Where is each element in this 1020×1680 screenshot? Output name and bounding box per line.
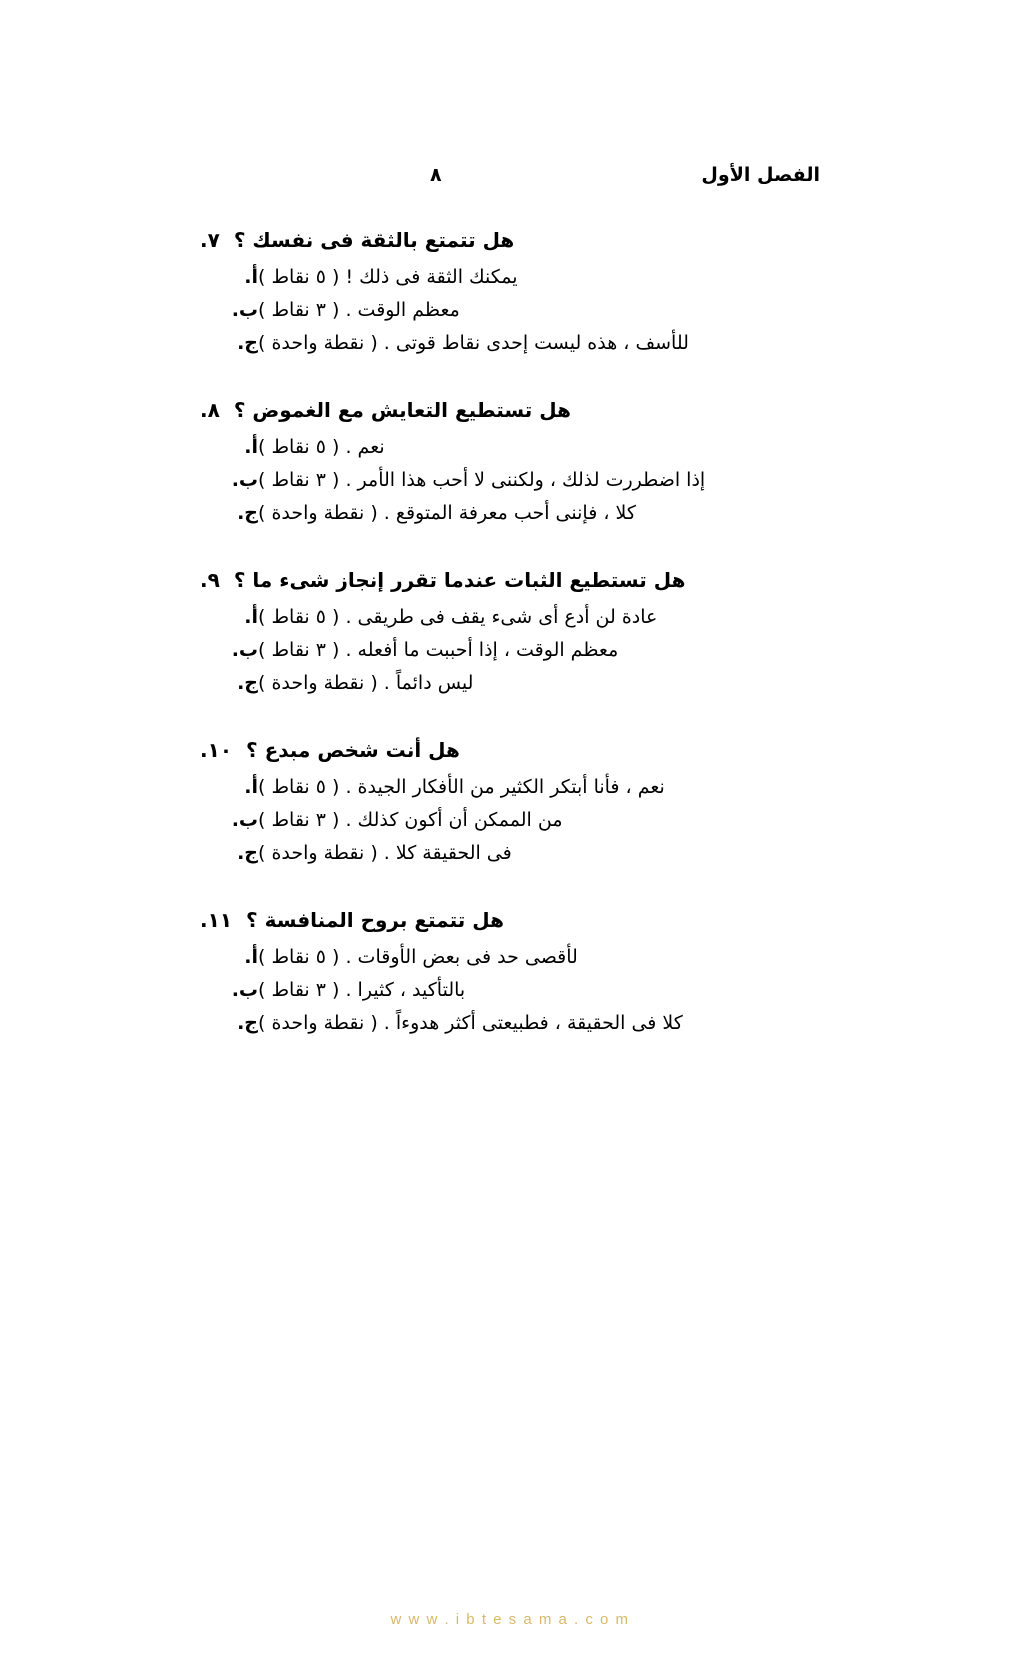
option-row[interactable] bbox=[212, 639, 830, 661]
option-row[interactable] bbox=[212, 469, 830, 491]
option-list bbox=[190, 946, 830, 1034]
option-text: عادة لن أدع أى شىء يقف فى طريقى . ( ٥ نقاط ) bbox=[258, 606, 658, 628]
option-text: يمكنك الثقة فى ذلك ! ( ٥ نقاط ) bbox=[258, 266, 518, 288]
question-heading bbox=[190, 908, 830, 932]
option-list bbox=[190, 436, 830, 524]
option-label: أ. bbox=[244, 946, 258, 968]
option-list bbox=[190, 266, 830, 354]
question-block bbox=[190, 908, 830, 1034]
option-label: ب. bbox=[231, 809, 258, 831]
option-text: فى الحقيقة كلا . ( نقطة واحدة ) bbox=[258, 842, 512, 864]
quiz-question-list bbox=[190, 228, 830, 1045]
question-block bbox=[190, 228, 830, 354]
option-label: ب. bbox=[231, 469, 258, 491]
question-number: ٩. bbox=[200, 568, 220, 592]
option-text: كلا فى الحقيقة ، فطبيعتى أكثر هدوءاً . ( نقطة واحدة ) bbox=[258, 1012, 683, 1034]
question-number: ١٠. bbox=[200, 738, 233, 762]
option-row[interactable] bbox=[212, 332, 830, 354]
page-number: ٨ bbox=[430, 164, 442, 186]
option-row[interactable] bbox=[212, 606, 830, 628]
option-text: بالتأكيد ، كثيرا . ( ٣ نقاط ) bbox=[258, 979, 466, 1001]
option-label: ج. bbox=[237, 842, 258, 864]
option-text: معظم الوقت . ( ٣ نقاط ) bbox=[258, 299, 460, 321]
question-heading bbox=[190, 228, 830, 252]
option-text: إذا اضطررت لذلك ، ولكننى لا أحب هذا الأمر . ( ٣ نقاط ) bbox=[258, 469, 706, 491]
question-text: هل تستطيع الثبات عندما تقرر إنجاز شىء ما ؟ bbox=[233, 568, 686, 592]
option-text: لأقصى حد فى بعض الأوقات . ( ٥ نقاط ) bbox=[258, 946, 578, 968]
option-row[interactable] bbox=[212, 809, 830, 831]
question-number: ٧. bbox=[200, 228, 220, 252]
option-row[interactable] bbox=[212, 299, 830, 321]
option-row[interactable] bbox=[212, 436, 830, 458]
option-label: ب. bbox=[231, 979, 258, 1001]
option-label: أ. bbox=[244, 266, 258, 288]
question-heading bbox=[190, 738, 830, 762]
question-text: هل أنت شخص مبدع ؟ bbox=[246, 738, 460, 762]
option-label: ج. bbox=[237, 502, 258, 524]
option-label: أ. bbox=[244, 436, 258, 458]
option-text: كلا ، فإننى أحب معرفة المتوقع . ( نقطة واحدة ) bbox=[258, 502, 636, 524]
chapter-title: الفصل الأول bbox=[701, 164, 820, 186]
option-row[interactable] bbox=[212, 842, 830, 864]
footer-watermark: w w w . i b t e s a m a . c o m bbox=[390, 1611, 630, 1628]
option-list bbox=[190, 606, 830, 694]
option-text: من الممكن أن أكون كذلك . ( ٣ نقاط ) bbox=[258, 809, 563, 831]
question-block bbox=[190, 738, 830, 864]
question-block bbox=[190, 568, 830, 694]
option-row[interactable] bbox=[212, 776, 830, 798]
option-label: ب. bbox=[231, 639, 258, 661]
option-text: معظم الوقت ، إذا أحببت ما أفعله . ( ٣ نقاط ) bbox=[258, 639, 619, 661]
option-label: أ. bbox=[244, 776, 258, 798]
question-number: ١١. bbox=[200, 908, 233, 932]
question-number: ٨. bbox=[200, 398, 220, 422]
option-text: للأسف ، هذه ليست إحدى نقاط قوتى . ( نقطة واحدة ) bbox=[258, 332, 689, 354]
question-text: هل تستطيع التعايش مع الغموض ؟ bbox=[233, 398, 571, 422]
option-list bbox=[190, 776, 830, 864]
question-heading bbox=[190, 398, 830, 422]
option-label: ج. bbox=[237, 332, 258, 354]
option-text: ليس دائماً . ( نقطة واحدة ) bbox=[258, 672, 474, 694]
option-row[interactable] bbox=[212, 502, 830, 524]
question-heading bbox=[190, 568, 830, 592]
option-label: ج. bbox=[237, 672, 258, 694]
option-label: ج. bbox=[237, 1012, 258, 1034]
option-row[interactable] bbox=[212, 1012, 830, 1034]
question-block bbox=[190, 398, 830, 524]
option-label: أ. bbox=[244, 606, 258, 628]
option-text: نعم . ( ٥ نقاط ) bbox=[258, 436, 385, 458]
option-text: نعم ، فأنا أبتكر الكثير من الأفكار الجيدة . ( ٥ نقاط ) bbox=[258, 776, 665, 798]
running-header bbox=[0, 158, 1020, 192]
option-row[interactable] bbox=[212, 946, 830, 968]
question-text: هل تتمتع بالثقة فى نفسك ؟ bbox=[233, 228, 515, 252]
question-text: هل تتمتع بروح المنافسة ؟ bbox=[246, 908, 504, 932]
option-row[interactable] bbox=[212, 266, 830, 288]
option-row[interactable] bbox=[212, 979, 830, 1001]
option-label: ب. bbox=[231, 299, 258, 321]
option-row[interactable] bbox=[212, 672, 830, 694]
